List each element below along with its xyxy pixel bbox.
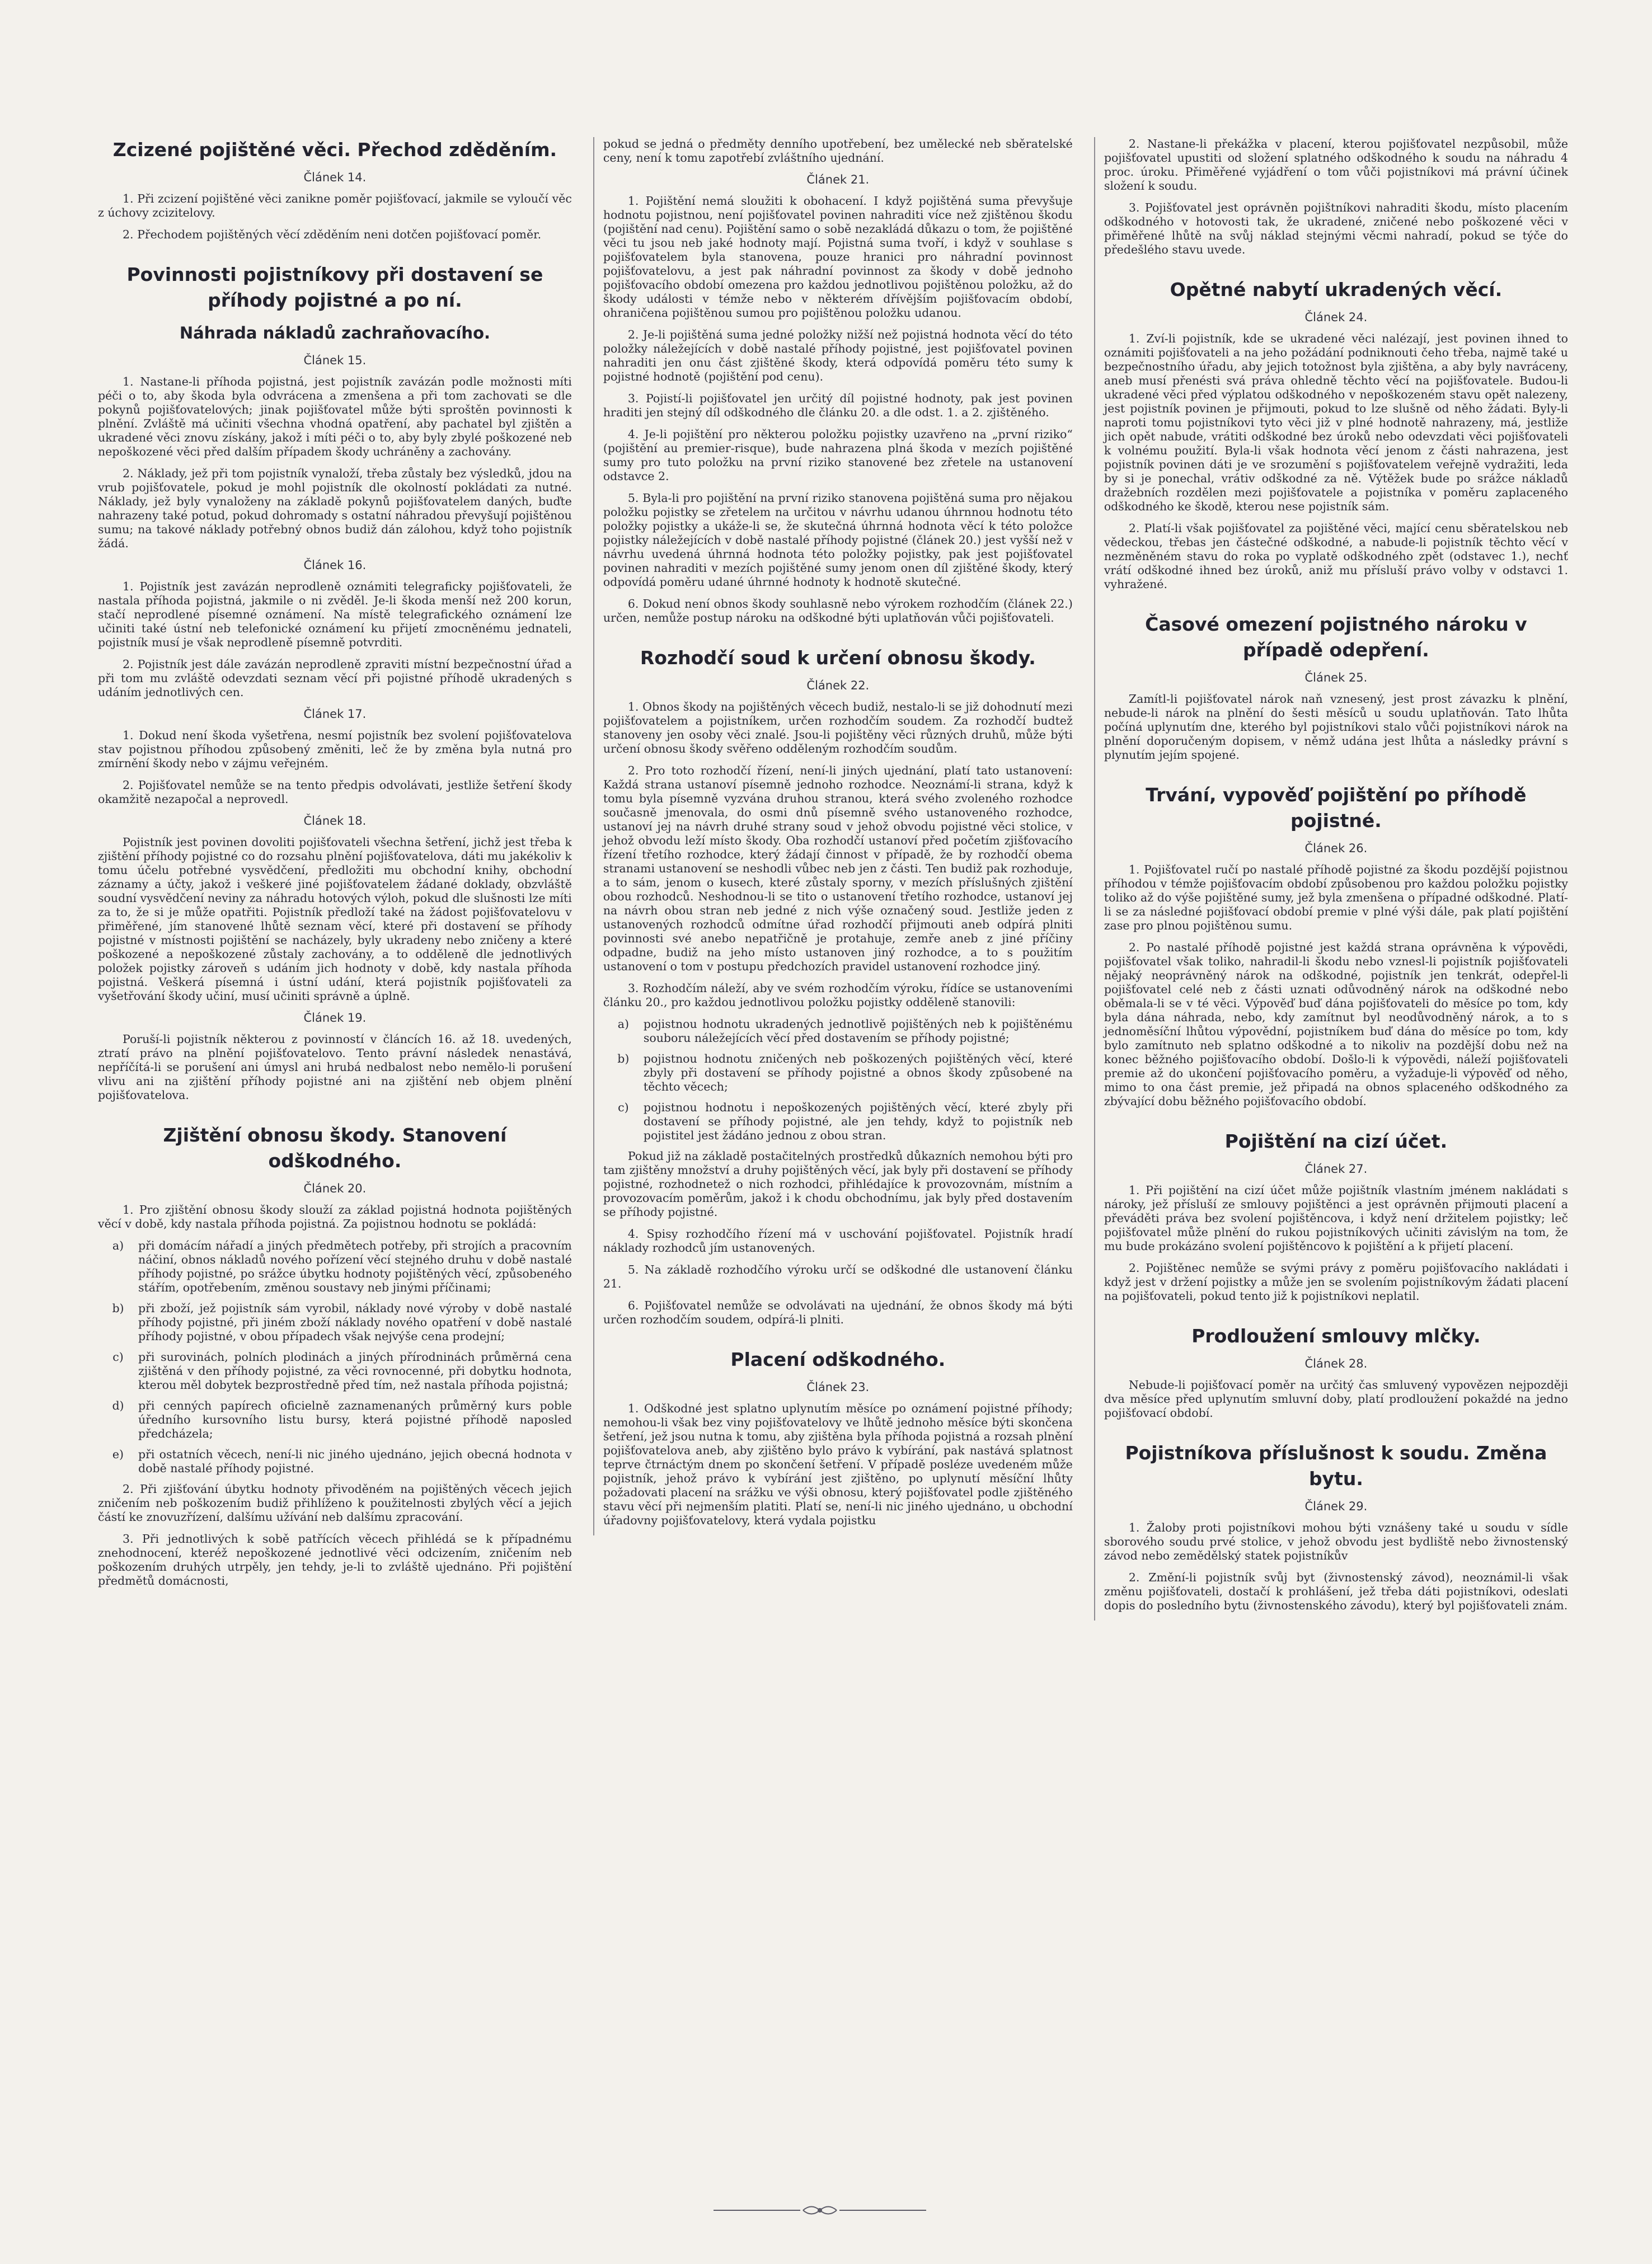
paragraph: 2. Přechodem pojištěných věcí zděděním neni dotčen pojišťovací poměr. xyxy=(123,228,542,241)
paragraph: 5. Na základě rozhodčího výroku určí se odškodné dle ustanovení článku 21. xyxy=(603,1263,1073,1290)
article-number: Článek 25. xyxy=(1304,671,1368,684)
article-number: Článek 15. xyxy=(303,354,367,367)
paragraph: 2. Platí-li však pojišťovatel za pojištěné věci, mající cenu sběratelskou neb vědeckou, třebas jen částečné odškodné, a nabude-li pojistník těchto věcí v nezměněném stavu do roka po vyplatě odškodného zpět (odstavec 1.), nechť vrátí odškodné ihned bez úroků, aniž mu přísluší právo volby v odstavci 1. vyhražené. xyxy=(1104,522,1568,591)
list-item xyxy=(98,1350,572,1392)
list-label: b) xyxy=(617,1052,630,1065)
section-subheading-nahrada: Náhrada nákladů zachraňovacího. xyxy=(179,323,491,342)
paragraph: 2. Náklady, jež při tom pojistník vynaloží, třeba zůstaly bez výsledků, jdou na vrub pojišťovatele, pokud je mohl pojistník dle okolností pokládati za nutné. Náklady, jež byly vynaloženy na základě pokynů pojišťovatelem daných, buďte nahrazeny také potud, pokud dohromady s ostatní náhradou převyšují pojištěnou sumu; na takové náklady potřebný obnos budiž dán zálohou, když toho pojistník žádá. xyxy=(98,467,572,550)
paragraph: Pokud již na základě postačitelných prostředků důkazních nemohou býti pro tam zjištěny množství a druhy pojištěných věcí, jak byly při dostavení se příhody pojistné, rozhodnetež o nich rozhodci, přihlédajíce k provozovnám, místním a provozovacím poměrům, jakož i k chodu obchodnímu, jak byly před dostavením se příhody pojistné. xyxy=(603,1149,1073,1219)
list-label: a) xyxy=(112,1239,124,1252)
section-heading-zjisteni: Zjištění obnosu škody. Stanovení odškodného. xyxy=(163,1124,507,1172)
paragraph: 2. Změní-li pojistník svůj byt (živnostenský závod), neoznámil-li však změnu pojišťovateli, dostačí k prohlášení, jež třeba dáti pojistníkovi, odeslati dopis do posledního bytu (živnostenského závodu), který byl pojišťovateli znám. xyxy=(1104,1571,1568,1612)
list-item xyxy=(98,1399,572,1441)
section-heading-placeni: Placení odškodného. xyxy=(730,1349,946,1370)
paragraph: 1. Nastane-li příhoda pojistná, jest pojistník zavázán podle možnosti míti péči o to, aby škoda byla odvrácena a zmenšena a při tom zachovati se dle pokynů pojišťovatelových; jinak pojišťovatel může býti sproštěn povinnosti k plnění. Zvláště má učiniti všechna vhodná opatření, aby pachatel byl zjištěn a ukradené věci znovu získány, jakož i míti péči o to, aby byly zbylé poškozené neb nepoškozené věci před dalším případem škody uchráněny a zachovány. xyxy=(98,375,572,458)
text-columns xyxy=(98,137,1568,1621)
paragraph: 1. Zví-li pojistník, kde se ukradené věci nalézají, jest povinen ihned to oznámiti pojišťovateli a na jeho požádání podniknouti čeho třeba, najmě také u bezpečnostního úřadu, aby jejich totožnost byla zjištěna, a aby byly navráceny, aneb musí přenésti svá práva ohledně těchto věcí na pojišťovatele. Budou-li ukradené věci před výplatou odškodného v nepoškozeném stavu opět nalezeny, jest pojistník povinen je přijmouti, pokud to lze slušně od něho žádati. Byly-li naproti tomu pojistníkovi tyto věci již v plné hodnotě nahrazeny, má, jestliže jich opět nabude, vrátiti odškodné bez úroků nebo odevzdati věci pojišťovateli k volnému použití. Byla-li však hodnota věcí jenom z části nahrazena, jest pojistník povinen dáti je ve srozumění s pojišťovatelem veřejně vydražiti, leda by si je ponechal, vrátiv odškodné za ně. Výtěžek bude po srážce nákladů dražebních rozdělen mezi pojišťovatele a pojistníka v poměru zaplaceného odškodného ke škodě, kterou nese pojistník sám. xyxy=(1104,332,1568,513)
paragraph: 1. Žaloby proti pojistníkovi mohou býti vznášeny také u soudu v sídle sborového soudu prvé stolice, v jehož obvodu jest bydliště nebo živnostenský závod nebo zemědělský statek pojistníkův xyxy=(1104,1521,1568,1562)
article-number: Článek 26. xyxy=(1304,842,1368,855)
paragraph: 3. Rozhodčím náleží, aby ve svém rozhodčím výroku, řídíce se ustanoveními článku 20., pro každou jednotlivou položku pojistky odděleně stanovili: xyxy=(603,981,1073,1009)
article-number: Článek 16. xyxy=(303,558,367,572)
list-text: při surovinách, polních plodinách a jiných přírodninách průměrná cena zjištěná v den příhody pojistné, za věci rovnocenné, při dobytku hodnota, kterou měl dobytek bezprostředně před tím, než nastala příhoda pojistná; xyxy=(138,1350,572,1392)
paragraph: 3. Při jednotlivých k sobě patřících věcech přihlédá se k případnému znehodnocení, kteréž nepoškozené jednotlivé věci odcizením, zničením neb poškozením druhých utrpěly, jen tehdy, je-li to zvláště ujednáno. Při pojištění předmětů domácnosti, xyxy=(98,1532,572,1587)
paragraph: 2. Po nastalé příhodě pojistné jest každá strana oprávněna k výpovědi, pojišťovatel však toliko, nahradil-li škodu nebo vznesl-li pojistník pojišťovateli nějaký neoprávněný nárok na odškodné, pojistník jen tenkrát, odepřel-li pojišťovatel celé neb z části uznati odůvodněný nárok na odškodné nebo oběmala-li se v té věci. Výpověď buď dána pojišťovateli do měsíce po tom, kdy byla dána náhrada, nebo, kdy zamítnut byl neodůvodněný nárok, a to s jednoměsíční lhůtou výpovědní, pojistníkem buď dána do měsíce po tom, kdy bylo zamítnuto neb splatno odškodné a to nikoliv na pozdější dobu než na konec běžného pojišťovacího období. Došlo-li k výpovědi, náleží pojišťovateli premie až do ukončení pojišťovacího poměru, a vyžaduje-li výpověď od něho, mimo to ona část premie, jež připadá na obnos splaceného odškodného za zbývající dobu běžného pojišťovacího období. xyxy=(1104,941,1568,1108)
paragraph: 4. Je-li pojištění pro některou položku pojistky uzavřeno na „první riziko“ (pojištění au premier-risque), bude nahrazena plná škoda v mezích pojištěné sumy pro tuto položku na první riziko stanovené bez zřetele na ustanovení odstavce 2. xyxy=(603,428,1073,483)
paragraph: 6. Dokud není obnos škody souhlasně nebo výrokem rozhodčím (článek 22.) určen, nemůže postup nároku na odškodné býti uplatňován vůči pojišťovateli. xyxy=(603,597,1073,624)
section-heading-prislusnost: Pojistníkova příslušnost k soudu. Změna bytu. xyxy=(1125,1442,1547,1490)
paragraph: 4. Spisy rozhodčího řízení má v uschování pojišťovatel. Pojistník hradí náklady rozhodců jím ustanovených. xyxy=(603,1227,1073,1255)
section-heading-trvani: Trvání, vypověď pojištění po příhodě pojistné. xyxy=(1146,784,1527,832)
list-text: při domácím nářadí a jiných předmětech potřeby, při strojích a pracovním náčiní, obnos nákladů nového pořízení věcí stejného druhu v době nastalé příhody pojistné, po srážce úbytku hodnoty pojištěných věcí, způsobeného stářím, opotřebením, změnou soustavy neb jinými příčinami; xyxy=(138,1239,572,1294)
paragraph: 2. Pojišťovatel nemůže se na tento předpis odvolávati, jestliže šetření škody okamžitě nezapočal a neprovedl. xyxy=(98,778,572,806)
list-item xyxy=(603,1052,1073,1094)
paragraph: 2. Pojištěnec nemůže se svými právy z poměru pojišťovacího nakládati i když jest v držení pojistky a může jen se svolením pojistníkovým žádati placení na pojišťovateli, pokud tento již k pojistníkovi neplatil. xyxy=(1104,1261,1568,1303)
list-label: e) xyxy=(112,1448,124,1461)
paragraph: 2. Je-li pojištěná suma jedné položky nižší než pojistná hodnota věcí do této položky náležejících v době nastalé příhody pojistné, jest pojišťovatel povinen nahraditi jen onu část zjištěné škody, která odpovídá poměru této sumy k pojistné hodnotě (pojištění pod cenu). xyxy=(603,328,1073,383)
article-number: Článek 14. xyxy=(303,171,367,184)
list-item xyxy=(98,1302,572,1344)
list-label: c) xyxy=(618,1101,629,1114)
paragraph: Pojistník jest povinen dovoliti pojišťovateli všechna šetření, jichž jest třeba k zjištění příhody pojistné co do rozsahu plnění pojišťovatelova, dáti mu jakékoliv k tomu účelu potřebné vysvědčení, předložiti mu obchodní knihy, obchodní záznamy a účty, jakož i veškeré jiné pojišťovatelem žádané doklady, obzvláště soudní vysvědčení neviny za náhradu hotových výloh, pokud dle slušnosti lze míti za to, že si je může opatřiti. Pojistník předloží také na žádost pojišťovatelovu v přiměřené, jím stanovené lhůtě seznam věcí, které při dostavení se příhody pojistné v místnosti pojištění se nacházely, byly ukradeny nebo zničeny a které poškozené a nepoškozené zůstaly zachovány, a to odděleně dle jednotlivých položek pojistky zároveň s udáním jich hodnoty v době, kdy nastala příhoda pojistná. Veškerá písemná i ústní udání, která pojistník pojišťovateli za vyšetřování škody učiní, musí učiniti správně a úplně. xyxy=(98,835,572,1003)
paragraph: 1. Pro zjištění obnosu škody slouží za základ pojistná hodnota pojištěných věcí v době, kdy nastala příhoda pojistná. Za pojistnou hodnotu se pokládá: xyxy=(98,1203,572,1230)
article-number: Článek 20. xyxy=(303,1182,367,1195)
ornament-divider-icon xyxy=(708,2202,932,2219)
article-number: Článek 28. xyxy=(1304,1357,1368,1370)
list-label: c) xyxy=(112,1350,124,1364)
paragraph: 1. Dokud není škoda vyšetřena, nesmí pojistník bez svolení pojišťovatelova stav pojistnou příhodou způsobený změniti, leč že by změna byla nutná pro zmírnění škody nebo v zájmu veřejném. xyxy=(98,729,572,770)
article-number: Článek 22. xyxy=(806,679,870,692)
list-item xyxy=(98,1239,572,1295)
article-number: Článek 18. xyxy=(303,814,367,828)
paragraph: Zamítl-li pojišťovatel nárok naň vznesený, jest prost závazku k plnění, nebude-li nárok na plnění do šesti měsíců u soudu uplatňován. Tato lhůta počíná uplynutím dne, kterého byl pojistníkovi stalo vůči pojistníkovi nárok na plnění doporučeným dopisem, v němž udána jest lhůta a následky právní s plynutím jejím spojené. xyxy=(1104,692,1568,762)
paragraph: 2. Při zjišťování úbytku hodnoty přivoděném na pojištěných věcech jejich zničením neb poškozením budiž přihlíženo k použitelnosti zbylých věcí a jejich částí ke znovuzřízení, dalšímu užívání neb dalšímu zpracování. xyxy=(98,1482,572,1524)
section-heading-opetne: Opětné nabytí ukradených věcí. xyxy=(1170,279,1503,300)
paragraph: 5. Byla-li pro pojištění na první riziko stanovena pojištěná suma pro nějakou položku pojistky se zřetelem na určitou v návrhu udanou úhrnnou hodnotu této položky pojistky a ukáže-li se, že skutečná úhrnná hodnota věcí k této položce pojistky náležejících v době nastalé příhody pojistné (článek 20.) jest vyšší než v návrhu uvedená úhrnná hodnota této položky pojistky, pak jest pojišťovatel povinen nahraditi v mezích pojištěné sumy jenom onen díl zjištěné škody, který odpovídá poměru udané úhrnné hodnoty k hodnotě skutečné. xyxy=(603,491,1073,589)
article-number: Článek 24. xyxy=(1304,311,1368,324)
article-number: Článek 27. xyxy=(1304,1162,1368,1176)
list-item xyxy=(98,1448,572,1476)
paragraph: 1. Odškodné jest splatno uplynutím měsíce po oznámení pojistné příhody; nemohou-li však bez viny pojišťovatelovy ve lhůtě jednoho měsíce býti skončena šetření, jež jsou nutna k tomu, aby zjištěna byla příhoda pojistná a rozsah plnění pojišťovatelova aneb, aby zjištěno bylo právo k vybírání, pak nastává splatnost teprve čtrnáctým dnem po skončení šetření. V případě posléze uvedeném může pojistník, jehož právo k vybírání jest zjištěno, po uplynutí měsíční lhůty požadovati placení na srážku ve výši obnosu, který pojišťovatel podle zjištěného stavu věcí při nejmenším platiti. Platí se, není-li nic jiného ujednáno, u obchodní úřadovny pojišťovatelovy, která vydala pojistku xyxy=(603,1402,1073,1527)
paragraph: 2. Pojistník jest dále zavázán neprodleně zpraviti místní bezpečnostní úřad a při tom mu zvláště odevzdati seznam věcí při pojistné příhodě ukradených s udáním jednotlivých cen. xyxy=(98,657,572,699)
paragraph: 3. Pojišťovatel jest oprávněn pojištníkovi nahraditi škodu, místo placením odškodného v hotovosti tak, že ukradené, zničené nebo poškozené věci v přiměřené lhůtě na svůj náklad stejnými věcmi nahradí, pokud se týče do předešlého stavu uvede. xyxy=(1104,201,1568,256)
paragraph: 1. Pojišťovatel ručí po nastalé příhodě pojistné za škodu pozdější pojistnou příhodou v témže pojišťovacím období způsobenou pro každou položku pojistky toliko až do výše pojištěné sumy, jež byla zmenšena o případné odškodné. Platí-li se za následné pojišťovací období premie v plné výši dále, pak platí pojištění zase pro plnou pojištěnou sumu. xyxy=(1104,863,1568,932)
list-item xyxy=(603,1101,1073,1143)
article-number: Článek 17. xyxy=(303,707,367,721)
list-text: při zboží, jež pojistník sám vyrobil, náklady nové výroby v době nastalé příhody pojistné, při jiném zboží náklady nového opatření v době nastalé příhody pojistné, v obou případech však nejvýše cena prodejní; xyxy=(138,1302,572,1343)
paragraph: 1. Při zcizení pojištěné věci zanikne poměr pojišťovací, jakmile se vyloučí věc z úchovy zcizitelovy. xyxy=(98,192,572,219)
column-middle xyxy=(593,137,1073,1535)
list-text: pojistnou hodnotu ukradených jednotlivě pojištěných neb k pojištěnému souboru náležejících věcí před dostavením se příhody pojistné; xyxy=(643,1017,1073,1045)
list-text: pojistnou hodnotu i nepoškozených pojištěných věcí, které zbyly při dostavení se příhody pojistné, ale jen tehdy, když to pojistník neb pojistitel jest žádáno jednou z obou stran. xyxy=(643,1101,1073,1142)
paragraph: 1. Pojištění nemá sloužiti k obohacení. I když pojištěná suma převyšuje hodnotu pojistnou, není pojišťovatel povinen nahraditi více než zjištěnou škodu (pojištění nad cenu). Pojištění samo o sobě nezakládá důkazu o tom, že pojištěné věci tu jsou neb jaké hodnoty mají. Pojistná suma tvoří, i když v souhlase s pojišťovatelem byla stanovena, pouze hranici pro náhradní povinnost pojišťovatelovu, a jest pak náhradní povinnost za škody v době jednoho pojišťovacího období omezena pro každou jednotlivou pojištěnou položku, až do škody události v témže nebo v některém dřívějším pojišťovacím období, ohraničena pojištěnou sumou pro pojištěnou položku udanou. xyxy=(603,194,1073,320)
list-text: při cenných papírech oficielně zaznamenaných průměrný kurs poble úředního kursovního listu bursy, která pojistné příhodě naposled předcházela; xyxy=(138,1399,572,1440)
paragraph: 3. Pojistí-li pojišťovatel jen určitý díl pojistné hodnoty, pak jest povinen hraditi jen stejný díl odškodného dle článku 20. a dle odst. 1. a 2. zjištěného. xyxy=(603,392,1073,419)
paragraph: 2. Nastane-li překážka v placení, kterou pojišťovatel nezpůsobil, může pojišťovatel upustiti od složení splatného odškodného k soudu na náhradu 4 proc. úroku. Přiměřené vyjádření o tom vůči pojistníkovi má právní účinek složení k soudu. xyxy=(1104,137,1568,192)
article-number: Článek 19. xyxy=(303,1011,367,1025)
paragraph: 2. Pro toto rozhodčí řízení, není-li jiných ujednání, platí tato ustanovení: Každá strana ustanoví písemně jednoho rozhodce. Neoznámí-li strana, když k tomu byla písemně vyzvána druhou stranou, která svého zvoleného rozhodce současně jmenovala, do osmi dnů písemně svého ustanoveného rozhodce, ustanoví jej na návrh druhé strany soud v jehož obvodu pojistné věci stolice, v jehož obvodu leží místo škody. Oba rozhodčí ustanoví před početím zjišťovacího řízení třetího rozhodce, který žádají činnost v případě, že by rozhodčí obema stranami ustanovení se neshodli vůbec neb jen z části. Ten budiž pak rozhoduje, a to sám, jenom o kusech, které zůstaly sporny, v mezích příslušných zjištění obou rozhodců. Neshodnou-li se tito o ustanovení třetího rozhodce, ustanoví jej na návrh obou stran neb jedné z nich výše označený soud. Jestliže jeden z ustanovených rozhodců odmítne úřad rozhodčí přijmouti aneb odpírá plniti povinnosti své anebo nepatřičně je protahuje, zemře aneb z jiné příčiny odpadne, budiž na jeho místo ustanoven jiný rozhodce, a to s použitím ustanovení o tom v postupu předchozích pravidel ustanovení rozhodce jiný. xyxy=(603,764,1073,973)
section-heading-povinnosti: Povinnosti pojistníkovy při dostavení se příhody pojistné a po ní. xyxy=(126,264,543,311)
section-heading-prodlouzeni: Prodloužení smlouvy mlčky. xyxy=(1191,1325,1481,1347)
section-heading-cizi: Pojištění na cizí účet. xyxy=(1224,1130,1448,1152)
section-heading-zcizeni: Zcizené pojištěné věci. Přechod zděděním. xyxy=(112,139,557,161)
list-label: b) xyxy=(112,1302,124,1315)
paragraph: 1. Pojistník jest zavázán neprodleně oznámiti telegraficky pojišťovateli, že nastala příhoda pojistná, jakmile o ni zvěděl. Je-li škoda menší než 200 korun, stačí neprodlené písemné oznámení. Na místě telegrafického oznámení lze učiniti také ústní neb telefonické oznámení ku přijetí zmocněnému jednateli, pojistník musí je však neprodleně písemně potvrditi. xyxy=(98,580,572,649)
paragraph: 6. Pojišťovatel nemůže se odvolávati na ujednání, že obnos škody má býti určen rozhodčím soudem, odpírá-li plniti. xyxy=(603,1299,1073,1326)
list-item xyxy=(603,1017,1073,1045)
article-number: Článek 21. xyxy=(806,173,870,186)
article-number: Článek 23. xyxy=(806,1380,870,1394)
paragraph: 1. Obnos škody na pojištěných věcech budiž, nestalo-li se již dohodnutí mezi pojišťovatelem a pojistníkem, určen rozhodčím soudem. Za rozhodčí budtež stanoveny jen osoby věci znalé. Jsou-li pojištěny věci různých druhů, může býti určení obnosu škody svěřeno odděleným rozhodčím soudům. xyxy=(603,700,1073,755)
paragraph-continued: pokud se jedná o předměty denního upotřebení, bez umělecké neb sběratelské ceny, není k tomu zapotřebí zvláštního ujednání. xyxy=(603,137,1073,165)
section-heading-casove: Časové omezení pojistného nároku v případě odepření. xyxy=(1145,613,1527,661)
list-text: pojistnou hodnotu zničených neb poškozených pojištěných věcí, které zbyly při dostavení se příhody pojistné a obnos škody způsobené na těchto věcech; xyxy=(643,1052,1073,1093)
list-label: a) xyxy=(617,1017,629,1031)
section-heading-rozhodci: Rozhodčí soud k určení obnosu škody. xyxy=(640,647,1036,669)
column-left xyxy=(98,137,572,1596)
paragraph: Nebude-li pojišťovací poměr na určitý čas smluvený vypovězen nejpozději dva měsíce před uplynutím smluvní doby, platí prodloužení pokaždé na jedno pojišťovací období. xyxy=(1104,1378,1568,1420)
list-text: při ostatních věcech, není-li nic jiného ujednáno, jejich obecná hodnota v době nastalé příhody pojistné. xyxy=(138,1448,572,1475)
paragraph: 1. Při pojištění na cizí účet může pojištník vlastním jménem nakládati s nároky, jež přísluší ze smlouvy pojištěnci a jest oprávněn přijmouti placení a převáděti práva bez svolení pojištěncova, i když není držitelem pojistky; leč pojišťovatel může plnění do rukou pojistníkových učiniti závislým na tom, že mu bude prokázáno svolení pojištěncovo k pojištění a k přijetí placení. xyxy=(1104,1183,1568,1253)
column-right xyxy=(1094,137,1568,1621)
article-number: Článek 29. xyxy=(1304,1500,1368,1513)
paragraph: Poruší-li pojistník některou z povinností v článcích 16. až 18. uvedených, ztratí právo na plnění pojišťovatelovo. Tento právní následek nenastává, nepříčítá-li se porušení ani úmysl ani hrubá nedbalost nebo nemělo-li porušení vlivu ani na zjištění příhody pojistné ani na zjištění neb objem plnění pojišťovatelova. xyxy=(98,1032,572,1102)
list-label: d) xyxy=(112,1399,124,1412)
